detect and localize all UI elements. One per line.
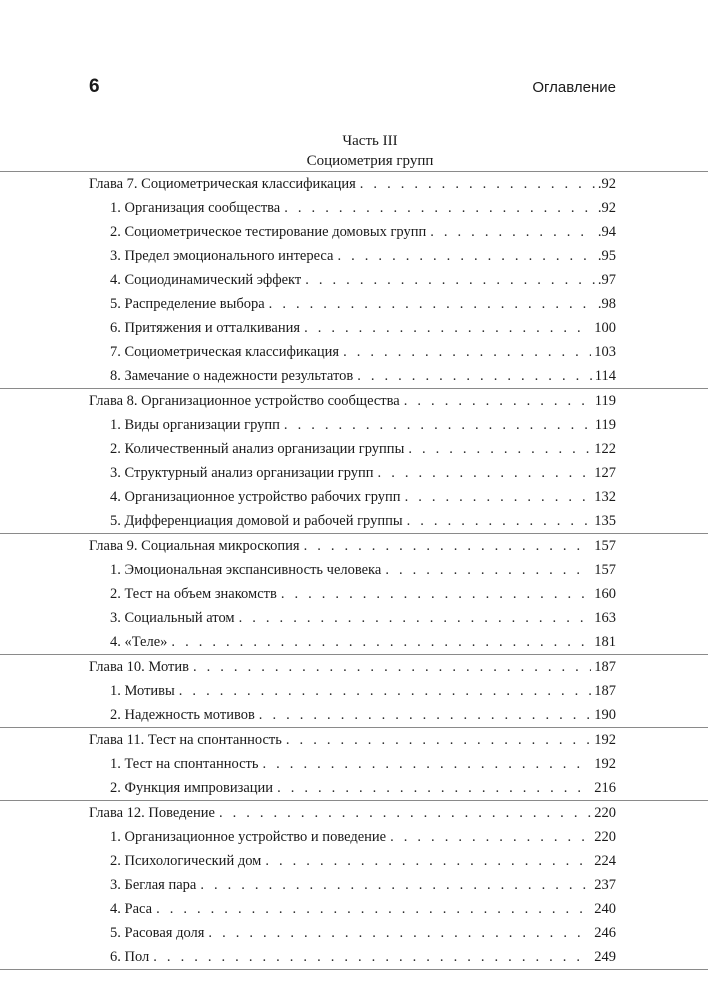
chapter-block xyxy=(0,655,708,728)
dot-leader xyxy=(408,437,591,461)
dot-leader xyxy=(193,655,591,679)
section-title: 4. Социодинамический эффект xyxy=(110,272,302,288)
dot-leader xyxy=(357,364,592,388)
section-entry[interactable] xyxy=(0,316,708,340)
section-entry[interactable] xyxy=(0,873,708,897)
section-page-number: 114 xyxy=(594,368,616,384)
section-page-number: .94 xyxy=(597,224,616,240)
chapter-title: Глава 10. Мотив xyxy=(89,659,189,675)
dot-leader xyxy=(284,196,595,220)
chapter-title: Глава 8. Организационное устройство сообщества xyxy=(89,393,400,409)
section-entry[interactable] xyxy=(0,703,708,727)
dot-leader xyxy=(305,268,595,292)
section-entry[interactable] xyxy=(0,437,708,461)
section-title: 2. Количественный анализ организации группы xyxy=(110,441,405,457)
dot-leader xyxy=(385,558,591,582)
section-page-number: 224 xyxy=(594,853,616,869)
section-entry[interactable] xyxy=(0,220,708,244)
section-page-number: 237 xyxy=(594,877,616,893)
section-title: 1. Виды организации групп xyxy=(110,417,280,433)
chapter-block xyxy=(0,728,708,801)
section-entry[interactable] xyxy=(0,679,708,703)
section-title: 3. Беглая пара xyxy=(110,877,197,893)
section-page-number: 132 xyxy=(594,489,616,505)
section-title: 5. Расовая доля xyxy=(110,925,205,941)
chapter-title: Глава 11. Тест на спонтанность xyxy=(89,732,282,748)
section-entry[interactable] xyxy=(0,606,708,630)
section-entry[interactable] xyxy=(0,945,708,969)
dot-leader xyxy=(156,897,591,921)
section-entry[interactable] xyxy=(0,461,708,485)
section-entry[interactable] xyxy=(0,268,708,292)
chapter-entry[interactable] xyxy=(0,801,708,825)
section-title: 6. Пол xyxy=(110,949,150,965)
section-page-number: .95 xyxy=(597,248,616,264)
section-page-number: 249 xyxy=(594,949,616,965)
section-title: 3. Предел эмоционального интереса xyxy=(110,248,334,264)
section-page-number: 187 xyxy=(594,683,616,699)
section-page-number: 122 xyxy=(594,441,616,457)
section-title: 4. Раса xyxy=(110,901,153,917)
dot-leader xyxy=(405,485,592,509)
part-label: Часть III xyxy=(342,133,398,149)
chapter-title: Глава 12. Поведение xyxy=(89,805,215,821)
section-entry[interactable] xyxy=(0,776,708,800)
dot-leader xyxy=(179,679,591,703)
chapter-block xyxy=(0,389,708,534)
dot-leader xyxy=(208,921,591,945)
section-entry[interactable] xyxy=(0,340,708,364)
section-title: 2. Функция импровизации xyxy=(110,780,274,796)
dot-leader xyxy=(304,534,592,558)
section-title: 3. Социальный атом xyxy=(110,610,235,626)
dot-leader xyxy=(171,630,591,654)
chapter-block xyxy=(0,801,708,970)
dot-leader xyxy=(407,509,592,533)
section-page-number: 160 xyxy=(594,586,616,602)
section-title: 6. Притяжения и отталкивания xyxy=(110,320,301,336)
section-page-number: 240 xyxy=(594,901,616,917)
dot-leader xyxy=(286,728,591,752)
section-entry[interactable] xyxy=(0,558,708,582)
page-number: 6 xyxy=(89,76,100,97)
dot-leader xyxy=(200,873,591,897)
dot-leader xyxy=(259,703,591,727)
dot-leader xyxy=(281,582,591,606)
section-entry[interactable] xyxy=(0,897,708,921)
dot-leader xyxy=(219,801,591,825)
section-entry[interactable] xyxy=(0,582,708,606)
section-entry[interactable] xyxy=(0,849,708,873)
section-title: 2. Психологический дом xyxy=(110,853,262,869)
part-title: Социометрия групп xyxy=(306,153,434,169)
dot-leader xyxy=(239,606,592,630)
section-title: 3. Структурный анализ организации групп xyxy=(110,465,374,481)
dot-leader xyxy=(263,752,592,776)
chapter-page-number: 157 xyxy=(594,538,616,554)
dot-leader xyxy=(378,461,592,485)
section-title: 2. Социометрическое тестирование домовых групп xyxy=(110,224,427,240)
section-page-number: 135 xyxy=(594,513,616,529)
section-page-number: 100 xyxy=(594,320,616,336)
section-title: 1. Организация сообщества xyxy=(110,200,281,216)
section-title: 1. Мотивы xyxy=(110,683,175,699)
chapter-entry[interactable] xyxy=(0,728,708,752)
section-page-number: 163 xyxy=(594,610,616,626)
section-title: 5. Дифференциация домовой и рабочей группы xyxy=(110,513,403,529)
section-title: 7. Социометрическая классификация xyxy=(110,344,340,360)
dot-leader xyxy=(404,389,592,413)
section-entry[interactable] xyxy=(0,413,708,437)
section-title: 4. «Теле» xyxy=(110,634,168,650)
section-page-number: 192 xyxy=(594,756,616,772)
chapter-entry[interactable] xyxy=(0,389,708,413)
chapter-page-number: .92 xyxy=(597,176,616,192)
chapter-title: Глава 9. Социальная микроскопия xyxy=(89,538,300,554)
section-entry[interactable] xyxy=(0,196,708,220)
section-entry[interactable] xyxy=(0,292,708,316)
section-entry[interactable] xyxy=(0,825,708,849)
dot-leader xyxy=(269,292,595,316)
section-title: 5. Распределение выбора xyxy=(110,296,265,312)
dot-leader xyxy=(337,244,594,268)
section-title: 8. Замечание о надежности результатов xyxy=(110,368,354,384)
section-page-number: 103 xyxy=(594,344,616,360)
section-title: 1. Эмоциональная экспансивность человека xyxy=(110,562,382,578)
chapter-title: Глава 7. Социометрическая классификация xyxy=(89,176,356,192)
section-page-number: .98 xyxy=(597,296,616,312)
section-page-number: 181 xyxy=(594,634,616,650)
section-page-number: .92 xyxy=(597,200,616,216)
section-page-number: 127 xyxy=(594,465,616,481)
section-page-number: 216 xyxy=(594,780,616,796)
section-page-number: 119 xyxy=(594,417,616,433)
chapter-block xyxy=(0,534,708,655)
section-title: 2. Надежность мотивов xyxy=(110,707,255,723)
dot-leader xyxy=(153,945,591,969)
running-title: Оглавление xyxy=(532,79,616,96)
dot-leader xyxy=(277,776,591,800)
table-of-contents xyxy=(0,171,708,970)
chapter-block xyxy=(0,172,708,389)
section-entry[interactable] xyxy=(0,752,708,776)
section-title: 1. Организационное устройство и поведение xyxy=(110,829,387,845)
chapter-entry[interactable] xyxy=(0,534,708,558)
section-page-number: .97 xyxy=(597,272,616,288)
section-entry[interactable] xyxy=(0,485,708,509)
section-entry[interactable] xyxy=(0,364,708,388)
section-page-number: 246 xyxy=(594,925,616,941)
section-entry[interactable] xyxy=(0,921,708,945)
chapter-entry[interactable] xyxy=(0,655,708,679)
section-title: 1. Тест на спонтанность xyxy=(110,756,259,772)
chapter-entry[interactable] xyxy=(0,172,708,196)
chapter-page-number: 119 xyxy=(594,393,616,409)
section-entry[interactable] xyxy=(0,630,708,654)
chapter-page-number: 187 xyxy=(594,659,616,675)
section-page-number: 190 xyxy=(594,707,616,723)
section-title: 2. Тест на объем знакомств xyxy=(110,586,277,602)
dot-leader xyxy=(265,849,591,873)
dot-leader xyxy=(284,413,592,437)
section-page-number: 220 xyxy=(594,829,616,845)
section-entry[interactable] xyxy=(0,244,708,268)
dot-leader xyxy=(430,220,595,244)
dot-leader xyxy=(304,316,591,340)
section-entry[interactable] xyxy=(0,509,708,533)
dot-leader xyxy=(343,340,591,364)
chapter-page-number: 192 xyxy=(594,732,616,748)
dot-leader xyxy=(390,825,591,849)
section-title: 4. Организационное устройство рабочих групп xyxy=(110,489,401,505)
chapter-page-number: 220 xyxy=(594,805,616,821)
dot-leader xyxy=(360,172,595,196)
section-page-number: 157 xyxy=(594,562,616,578)
